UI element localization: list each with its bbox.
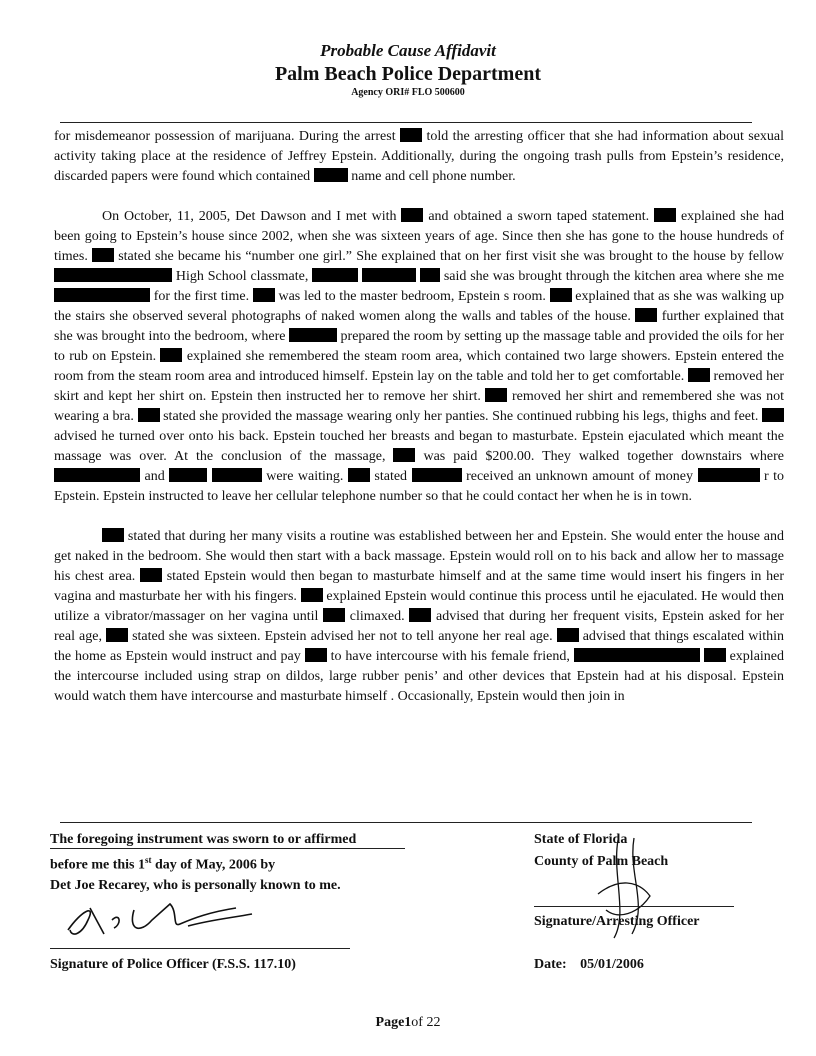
paragraph-1 <box>54 127 784 187</box>
redaction-block <box>289 328 337 342</box>
sworn-statement <box>50 830 430 896</box>
text-segment: climaxed. <box>349 609 405 624</box>
text-segment: stated she became his “number one girl.” She explained that on her first visit she was brought to the house by fellow <box>118 249 785 264</box>
redaction-block <box>550 288 572 302</box>
sworn-line-3: Det Joe Recarey, who is personally known to me. <box>50 877 341 893</box>
date-field <box>534 955 644 975</box>
redaction-block <box>485 388 507 402</box>
redaction-block <box>140 568 162 582</box>
redaction-block <box>102 528 124 542</box>
redaction-block <box>393 448 415 462</box>
text-segment: r to Epstein. Epstein instructed to leave her cellular telephone number so that he could contact her when he is in town. <box>54 469 785 504</box>
officer-signature-line <box>534 906 734 907</box>
text-segment: and obtained a sworn taped statement. <box>428 209 650 224</box>
page-of: of <box>411 1015 423 1030</box>
text-segment: advised that things escalated within the home as Epstein would instruct and pay <box>54 629 785 664</box>
redaction-block <box>138 408 160 422</box>
document-header <box>0 40 816 100</box>
sworn-underline <box>50 848 405 849</box>
redaction-block <box>762 408 784 422</box>
sworn-line-2-text: before me this 1 <box>50 857 145 873</box>
text-segment: removed her skirt and kept her shirt on. Epstein then instructed her to remove her shirt. <box>54 369 785 404</box>
text-segment: received an unknown amount of money <box>466 469 694 484</box>
text-segment: explained that as she was walking up the stairs she observed several photographs of naked women along the walls and tables of the house. <box>54 289 784 324</box>
text-segment: advised that during her frequent visits, Epstein asked for her real age, <box>54 609 785 644</box>
paragraph-3 <box>54 527 784 707</box>
text-segment: explained the intercourse included using strap on dildos, large rubber penis’ and other devices that Epstein had at his disposal. Epstein would watch them have intercourse and masturbate himself . Occasionally, Epstein would then join in <box>54 649 785 704</box>
text-segment: for misdemeanor possession of marijuana. During the arrest <box>54 129 396 144</box>
county-label: County of Palm Beach <box>534 854 669 869</box>
text-segment: told the arresting officer that she had information about sexual activity taking place at the residence of Jeffrey Epstein. Additionally, during the ongoing trash pulls from Epstein’s residence, discarded papers were found which contained <box>54 129 785 184</box>
redaction-block <box>314 168 348 182</box>
police-officer-signature <box>60 890 270 950</box>
redaction-block <box>54 268 172 282</box>
redaction-block <box>54 468 140 482</box>
ordinal-suffix: st <box>145 855 152 865</box>
text-segment: to have intercourse with his female friend, <box>330 649 570 664</box>
redaction-block <box>160 348 182 362</box>
text-segment: stated Epstein would then began to masturbate himself and at the same time would insert his fingers in her vagina and masturbate her with his fingers. <box>54 569 784 604</box>
header-rule <box>60 122 752 123</box>
affidavit-body <box>54 127 784 707</box>
redaction-block <box>400 128 422 142</box>
paragraph-2 <box>54 207 784 507</box>
text-segment: explained she remembered the steam room area, which contained two large showers. Epstein entered the room from the steam room area and introduced himself. Epstein lay on the table and told her to get comfortable. <box>54 349 785 384</box>
redaction-block <box>688 368 710 382</box>
text-segment: On October, 11, 2005, Det Dawson and I met with <box>102 209 397 224</box>
sworn-line-2 <box>50 850 430 876</box>
redaction-block <box>698 468 760 482</box>
redaction-block <box>92 248 114 262</box>
footer-rule <box>60 822 752 823</box>
redaction-block <box>301 588 323 602</box>
police-signature-line <box>50 948 350 949</box>
text-segment: further explained that she was brought into the bedroom, where <box>54 309 785 344</box>
text-segment: and <box>144 469 165 484</box>
redaction-block <box>574 648 700 662</box>
redaction-block <box>401 208 423 222</box>
signature-scrawl <box>68 904 252 934</box>
text-segment: stated that during her many visits a routine was established between her and Epstein. She would enter the house and get naked in the bedroom. She would then start with a back massage. Epstein would roll on to his back and allow her to massage his chest area. <box>54 529 785 584</box>
redaction-block <box>412 468 462 482</box>
police-signature-label: Signature of Police Officer (F.S.S. 117.10) <box>50 957 296 972</box>
document-title: Probable Cause Affidavit <box>320 41 496 60</box>
redaction-block <box>557 628 579 642</box>
redaction-block <box>704 648 726 662</box>
redaction-block <box>253 288 275 302</box>
redaction-block <box>362 268 416 282</box>
text-segment: stated she was sixteen. Epstein advised her not to tell anyone her real age. <box>132 629 553 644</box>
text-segment: explained Epstein would continue this process until he ejaculated. He would then utilize a vibrator/massager on her vagina until <box>54 589 785 624</box>
department-name: Palm Beach Police Department <box>274 63 542 85</box>
redaction-block <box>305 648 327 662</box>
text-segment: name and cell phone number. <box>351 169 516 184</box>
sworn-line-1: The foregoing instrument was sworn to or affirmed <box>50 832 357 847</box>
officer-signature-label: Signature/Arresting Officer <box>534 914 700 929</box>
redaction-block <box>348 468 370 482</box>
redaction-block <box>212 468 262 482</box>
text-segment: High School classmate, <box>175 269 309 284</box>
page-number <box>0 1015 816 1031</box>
date-label: Date: <box>534 957 567 972</box>
text-segment: stated she provided the massage wearing only her panties. She continued rubbing his legs, thighs and feet. <box>163 409 759 424</box>
text-segment: for the first time. <box>153 289 250 304</box>
redaction-block <box>169 468 207 482</box>
text-segment: explained she had been going to Epstein’s house since 2002, when she was sixteen years of age. Since then she has gone to the house hundreds of times. <box>54 209 785 264</box>
text-segment: stated <box>374 469 408 484</box>
redaction-block <box>54 288 150 302</box>
sworn-line-2-date: day of May, 2006 by <box>155 857 276 873</box>
text-segment: was led to the master bedroom, Epstein s room. <box>278 289 546 304</box>
text-segment: said she was brought through the kitchen area where she me <box>443 269 785 284</box>
page-label: Page <box>375 1015 405 1030</box>
text-segment: prepared the room by setting up the massage table and provided the oils for her to rub on Epstein. <box>54 329 785 364</box>
text-segment: removed her shirt and remembered she was not wearing a bra. <box>54 389 784 424</box>
page-current: 1 <box>404 1015 412 1030</box>
agency-ori: Agency ORI# FLO 500600 <box>351 87 465 98</box>
redaction-block <box>312 268 358 282</box>
redaction-block <box>420 268 440 282</box>
text-segment: were waiting. <box>266 469 344 484</box>
state-label: State of Florida <box>534 832 628 847</box>
redaction-block <box>409 608 431 622</box>
text-segment: advised he turned over onto his back. Epstein touched her breasts and began to masturbate. Epstein ejaculated which meant the massage was over. At the conclusion of the massage, <box>54 429 784 464</box>
redaction-block <box>106 628 128 642</box>
redaction-block <box>323 608 345 622</box>
date-value: 05/01/2006 <box>580 957 644 972</box>
page-total: 22 <box>426 1015 441 1030</box>
redaction-block <box>654 208 676 222</box>
redaction-block <box>635 308 657 322</box>
text-segment: was paid $200.00. They walked together downstairs where <box>423 449 784 464</box>
